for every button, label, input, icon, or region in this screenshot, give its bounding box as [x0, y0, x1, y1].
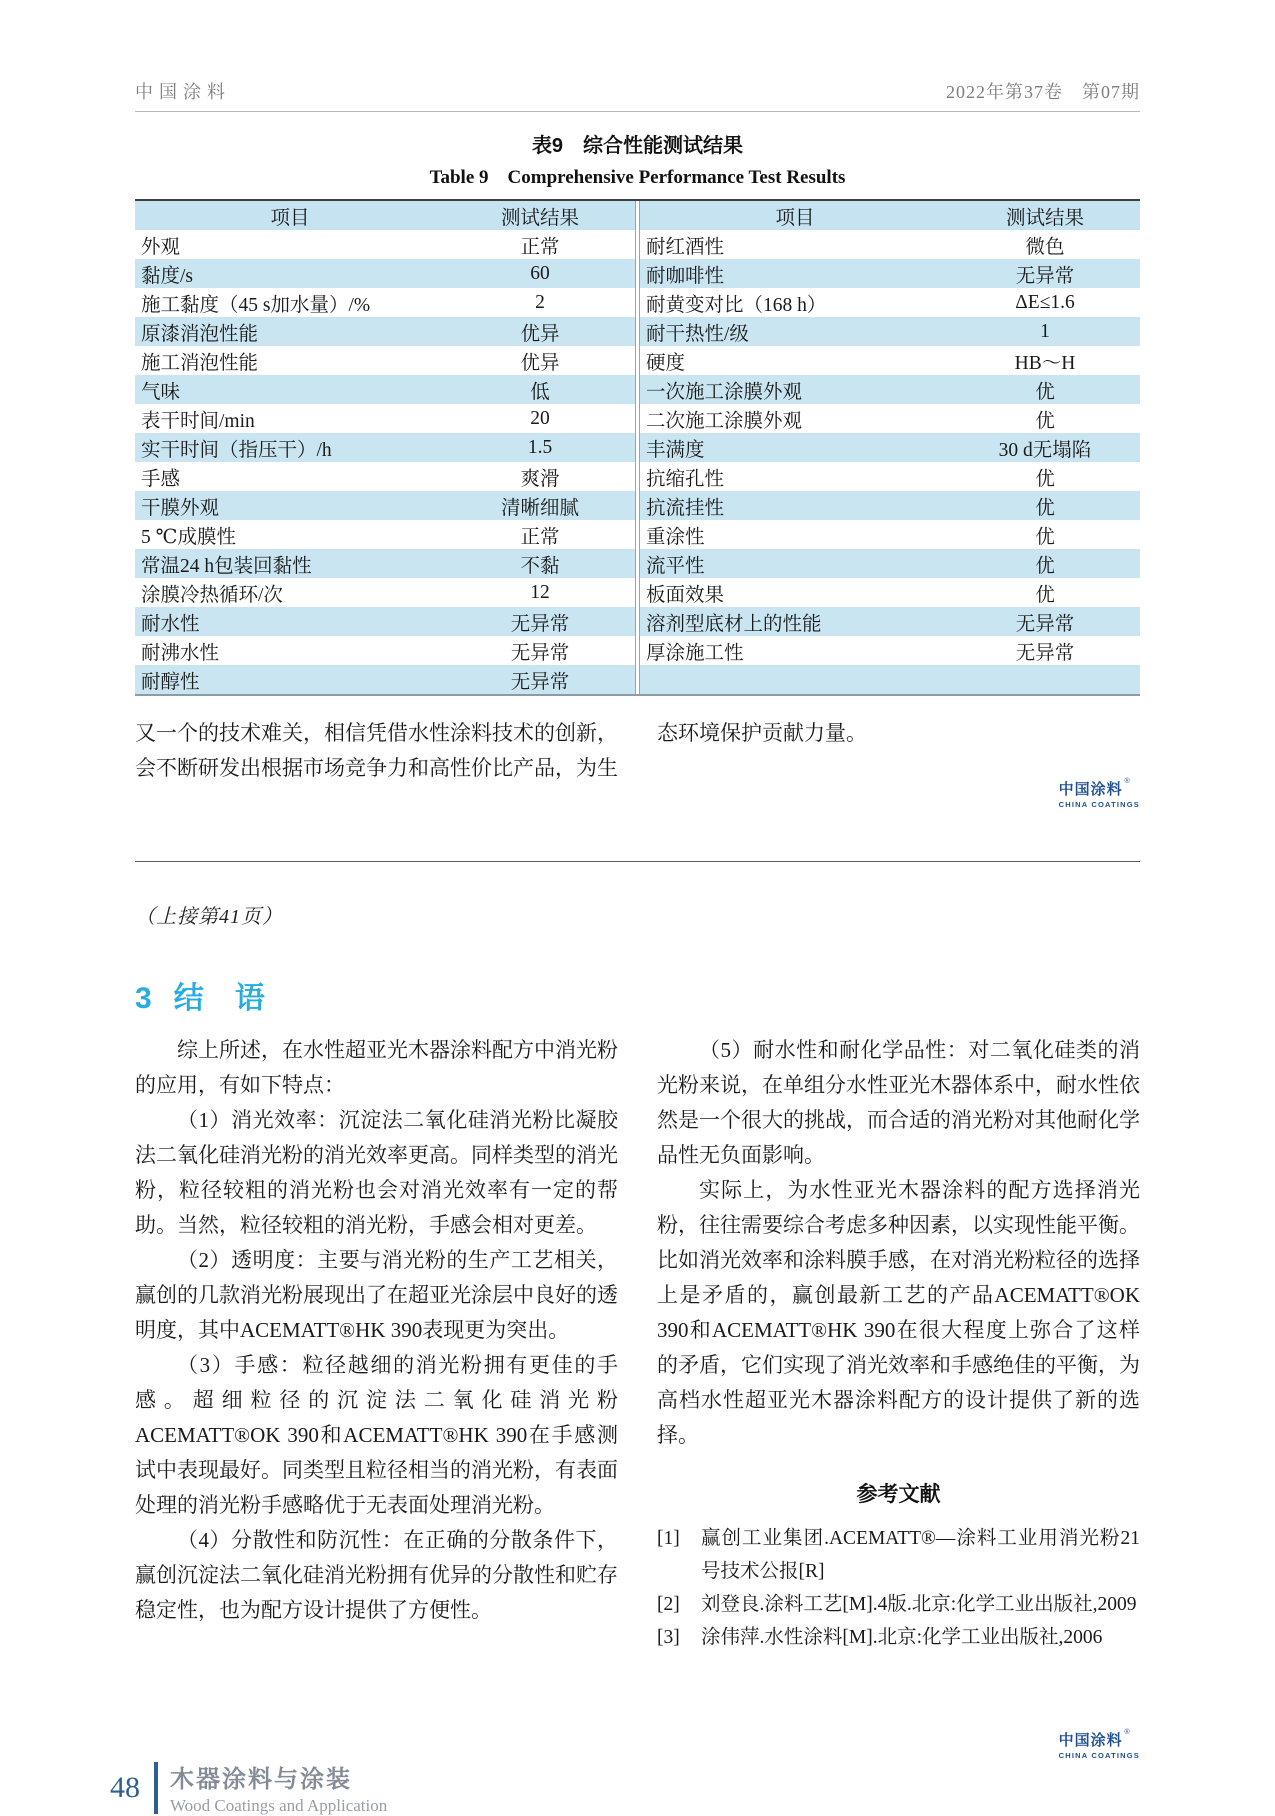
table-row [640, 491, 1140, 520]
table-row [135, 636, 635, 665]
body-paragraph: （1）消光效率：沉淀法二氧化硅消光粉比凝胶法二氧化硅消光粉的消光效率更高。同样类型的消光粉，粒径较粗的消光粉也会对消光效率有一定的帮助。当然，粒径较粗的消光粉，手感会相对更差。 [135, 1107, 618, 1237]
table-row [135, 520, 635, 549]
table-row [135, 288, 635, 317]
table-left-half [135, 201, 636, 694]
table-row [135, 230, 635, 259]
running-head [135, 78, 1140, 104]
result-cell [950, 665, 1140, 694]
result-cell: ΔE≤1.6 [1015, 291, 1075, 313]
page-number: 48 [110, 1770, 140, 1804]
item-cell: 实干时间（指压干）/h [135, 433, 445, 462]
result-cell: HB～H [1014, 352, 1076, 374]
item-cell: 黏度/s [135, 259, 445, 288]
result-cell: 优 [1035, 410, 1055, 432]
result-cell: 正常 [520, 236, 560, 258]
item-cell: 手感 [141, 468, 181, 490]
body-paragraph: （4）分散性和防沉性：在正确的分散条件下，赢创沉淀法二氧化硅消光粉拥有优异的分散性和贮存稳定性，也为配方设计提供了方便性。 [135, 1527, 618, 1622]
table-row [135, 375, 635, 404]
column-header-result: 测试结果 [445, 201, 635, 230]
continued-from-note: （上接第41页） [135, 905, 283, 928]
reference-text: 涂伟萍.水性涂料[M].北京:化学工业出版社,2006 [701, 1626, 1103, 1648]
issue-info: 2022年第37卷 第07期 [946, 82, 1140, 102]
table-row [640, 317, 1140, 346]
item-cell: 耐沸水性 [141, 642, 220, 664]
reference-text: 刘登良.涂料工艺[M].4版.北京:化学工业出版社,2009 [701, 1593, 1137, 1615]
intro-right-column [657, 716, 1140, 809]
table-row [135, 665, 635, 694]
item-cell: 施工黏度（45 s加水量）/% [141, 294, 371, 316]
item-cell: 抗缩孔性 [646, 468, 725, 490]
header-rule [135, 111, 1140, 112]
item-cell: 耐醇性 [135, 665, 445, 694]
table-row [135, 259, 635, 288]
table-row [640, 665, 1140, 694]
result-cell: 1 [950, 317, 1140, 346]
section-title: 结 语 [173, 981, 266, 1015]
result-cell: 无异常 [950, 259, 1140, 288]
china-coatings-logo [1059, 1728, 1140, 1760]
result-cell: 1.5 [445, 433, 635, 462]
page-footer [110, 1759, 1275, 1816]
table-row [135, 549, 635, 578]
body-paragraph: 实际上，为水性亚光木器涂料的配方选择消光粉，往往需要综合考虑多种因素，以实现性能平衡。比如消光效率和涂料膜手感，在对消光粉粒径的选择上是矛盾的，赢创最新工艺的产品ACEMATT®OK 390和ACEMATT®HK 390在很大程度上弥合了这样的矛盾，它们实现了消光效率和手感绝佳的平衡，为高档水性超亚光木器涂料配方的设计提供了新的选择。 [657, 1177, 1140, 1447]
reference-marker: [2] [657, 1593, 680, 1615]
item-cell: 表干时间/min [141, 410, 255, 432]
table-row [135, 462, 635, 491]
item-cell: 施工消泡性能 [141, 352, 259, 374]
table-row [640, 404, 1140, 433]
logo-text-en: CHINA COATINGS [1058, 1750, 1140, 1760]
item-cell: 抗流挂性 [640, 491, 950, 520]
item-cell: 二次施工涂膜外观 [646, 410, 803, 432]
item-cell: 重涂性 [646, 526, 705, 548]
result-cell: 无异常 [510, 642, 570, 664]
result-cell: 12 [530, 581, 550, 603]
logo-text-en: CHINA COATINGS [1058, 800, 1140, 809]
result-cell: 无异常 [445, 607, 635, 636]
item-cell [640, 665, 950, 694]
column-header-result: 测试结果 [950, 201, 1140, 230]
table-caption-en: Table 9 Comprehensive Performance Test Results [429, 167, 846, 188]
reference-item [657, 1588, 1140, 1621]
result-cell: 优 [1035, 526, 1055, 548]
result-cell: 优 [1035, 468, 1055, 490]
result-cell: 无异常 [1015, 642, 1075, 664]
body-paragraph: （2）透明度：主要与消光粉的生产工艺相关，赢创的几款消光粉展现出了在超亚光涂层中良好的透明度，其中ACEMATT®HK 390表现更为突出。 [135, 1247, 618, 1342]
china-coatings-logo [1059, 777, 1140, 809]
table-row [640, 259, 1140, 288]
result-cell: 优异 [445, 317, 635, 346]
column-header-item: 项目 [135, 201, 445, 230]
references-title: 参考文献 [856, 1482, 941, 1506]
item-cell: 溶剂型底材上的性能 [640, 607, 950, 636]
table-left-body [135, 230, 635, 694]
references-list [657, 1522, 1140, 1654]
item-cell: 常温24 h包装回黏性 [135, 549, 445, 578]
body-columns [135, 1033, 1140, 1760]
table-row [640, 520, 1140, 549]
table-row [640, 375, 1140, 404]
item-cell: 硬度 [646, 352, 686, 374]
result-cell: 60 [445, 259, 635, 288]
table-header-row [640, 201, 1140, 230]
table-row [640, 549, 1140, 578]
table-row [135, 317, 635, 346]
result-cell: 不黏 [445, 549, 635, 578]
item-cell: 一次施工涂膜外观 [640, 375, 950, 404]
table-row [640, 288, 1140, 317]
item-cell: 丰满度 [640, 433, 950, 462]
section-heading [135, 973, 1140, 1017]
table-row [135, 607, 635, 636]
result-cell: 优 [950, 491, 1140, 520]
item-cell: 外观 [141, 236, 181, 258]
item-cell: 耐干热性/级 [640, 317, 950, 346]
journal-name: 中国涂料 [135, 82, 231, 102]
table-row [135, 346, 635, 375]
section-number: 3 [135, 981, 152, 1015]
logo-text-zh: 中国涂料 ® [1058, 778, 1131, 798]
column-header-item: 项目 [640, 201, 950, 230]
body-paragraph: （3）手感：粒径越细的消光粉拥有更佳的手感。超细粒径的沉淀法二氧化硅消光粉ACEMATT®OK 390和ACEMATT®HK 390在手感测试中表现最好。同类型且粒径相当的消光粉，有表面处理的消光粉手感略优于无表面处理消光粉。 [135, 1352, 618, 1517]
reference-marker: [1] [657, 1527, 680, 1549]
body-paragraph: 综上所述，在水性超亚光木器涂料配方中消光粉的应用，有如下特点： [135, 1037, 618, 1097]
item-cell: 耐黄变对比（168 h） [646, 294, 827, 316]
section-divider [135, 861, 1140, 862]
body-right-paragraphs [657, 1033, 1140, 1453]
item-cell: 5 ℃成膜性 [141, 526, 236, 548]
item-cell: 原漆消泡性能 [135, 317, 445, 346]
table-right-half [639, 201, 1140, 694]
registered-mark: ® [1124, 778, 1131, 785]
item-cell: 板面效果 [646, 584, 725, 606]
result-cell: 爽滑 [520, 468, 560, 490]
table-right-body [640, 230, 1140, 694]
result-cell: 正常 [520, 526, 560, 548]
intro-section [135, 716, 1140, 809]
result-cell: 无异常 [445, 665, 635, 694]
table-row [640, 578, 1140, 607]
item-cell: 干膜外观 [135, 491, 445, 520]
result-cell: 微色 [1025, 236, 1065, 258]
reference-item [657, 1621, 1140, 1654]
table-header-row [135, 201, 635, 230]
item-cell: 耐红酒性 [646, 236, 725, 258]
result-cell: 30 d无塌陷 [950, 433, 1140, 462]
footer-divider-bar [154, 1762, 158, 1814]
item-cell: 涂膜冷热循环/次 [141, 584, 283, 606]
reference-marker: [3] [657, 1626, 680, 1648]
result-cell: 优 [1035, 584, 1055, 606]
table-row [135, 433, 635, 462]
body-left-column [135, 1033, 618, 1760]
table-row [135, 404, 635, 433]
table-caption-zh: 表9 综合性能测试结果 [531, 135, 744, 157]
result-cell: 无异常 [950, 607, 1140, 636]
registered-mark: ® [1124, 1728, 1131, 1736]
table-row [640, 462, 1140, 491]
table-row [640, 230, 1140, 259]
result-cell: 低 [445, 375, 635, 404]
performance-table [135, 199, 1140, 696]
table-row [135, 491, 635, 520]
item-cell: 耐水性 [135, 607, 445, 636]
intro-left-column: 又一个的技术难关，相信凭借水性涂料技术的创新，会不断研发出根据市场竞争力和高性价比产品，为生 [135, 721, 618, 780]
result-cell: 20 [530, 407, 550, 429]
footer-title-zh: 木器涂料与涂装 [170, 1766, 352, 1793]
result-cell: 2 [535, 291, 545, 313]
item-cell: 耐咖啡性 [640, 259, 950, 288]
item-cell: 气味 [135, 375, 445, 404]
table-row [640, 433, 1140, 462]
table-row [135, 578, 635, 607]
intro-right-text: 态环境保护贡献力量。 [657, 721, 867, 745]
item-cell: 流平性 [640, 549, 950, 578]
result-cell: 清晰细腻 [445, 491, 635, 520]
reference-text: 赢创工业集团.ACEMATT®—涂料工业用消光粉21号技术公报[R] [701, 1527, 1140, 1582]
body-paragraph: （5）耐水性和耐化学品性：对二氧化硅类的消光粉来说，在单组分水性亚光木器体系中，耐水性依然是一个很大的挑战，而合适的消光粉对其他耐化学品性无负面影响。 [657, 1037, 1140, 1167]
table-row [640, 346, 1140, 375]
item-cell: 厚涂施工性 [646, 642, 744, 664]
logo-text-zh: 中国涂料 ® [1058, 1728, 1131, 1749]
table-row [640, 607, 1140, 636]
result-cell: 优 [950, 549, 1140, 578]
result-cell: 优 [950, 375, 1140, 404]
table-row [640, 636, 1140, 665]
reference-item [657, 1522, 1140, 1588]
body-right-column [657, 1033, 1140, 1760]
footer-title-en: Wood Coatings and Application [170, 1796, 388, 1815]
result-cell: 优异 [520, 352, 560, 374]
